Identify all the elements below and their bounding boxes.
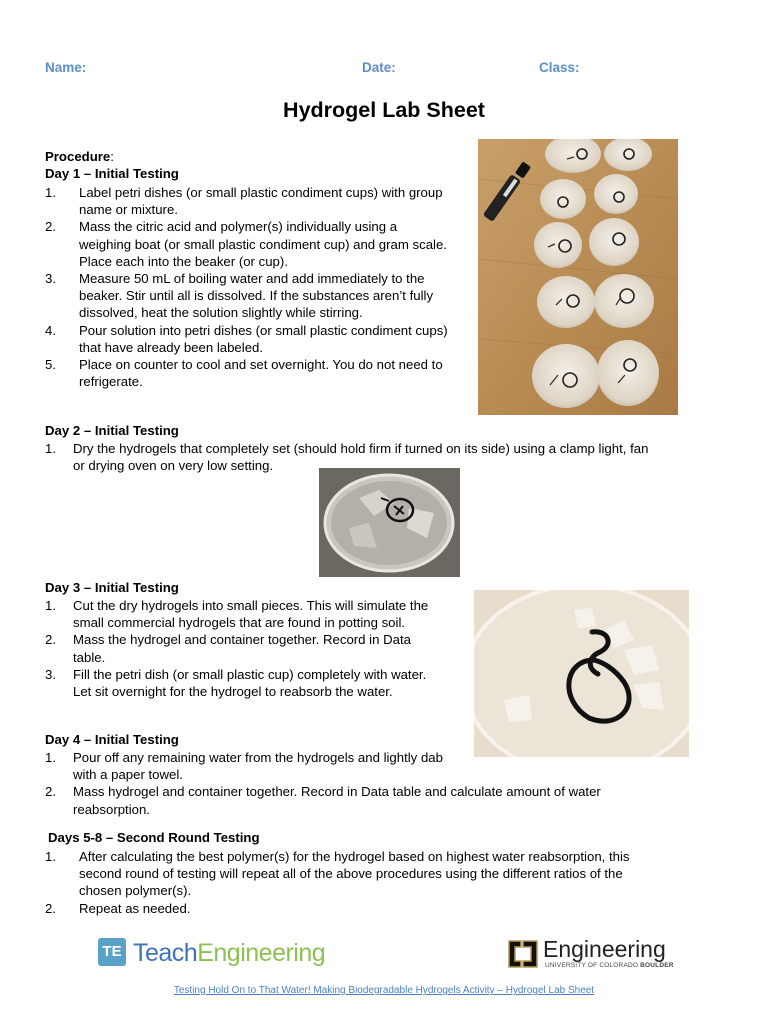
dried-hydrogel-photo: [319, 468, 460, 577]
list-item-line: dissolved, heat the solution slightly while stirring.: [79, 305, 363, 321]
list-item-line: reabsorption.: [73, 801, 150, 817]
list-item-line: table.: [73, 649, 106, 665]
list-item-line: that have already been labeled.: [79, 339, 264, 355]
list-item-line: or drying oven on very low setting.: [73, 458, 274, 474]
list-item-number: 2.: [45, 219, 56, 235]
petri-dishes-photo: [478, 139, 678, 415]
list-item-number: 1.: [45, 185, 56, 200]
list-item-line: with a paper towel.: [73, 767, 183, 783]
list-item: [45, 356, 470, 390]
list-item: [45, 184, 470, 218]
list-item: [45, 631, 465, 665]
list-item-line: second round of testing will repeat all of the above procedures using the different ratios of the: [79, 866, 623, 882]
list-item-line: Pour off any remaining water from the hydrogels and lightly dab: [73, 750, 443, 765]
list-item: [45, 783, 645, 817]
list-item-number: 1.: [45, 598, 56, 613]
days58-steps: [45, 848, 685, 917]
list-item-line: Mass the hydrogel and container together. Record in Data: [73, 632, 411, 648]
list-item-number: 2.: [45, 900, 56, 916]
day3-steps: [45, 597, 465, 700]
list-item: [45, 666, 465, 700]
list-item-line: Dry the hydrogels that completely set (should hold firm if turned on its side) using a clamp light, fan: [73, 441, 649, 456]
teachengineering-logo: [98, 936, 338, 974]
list-item-line: refrigerate.: [79, 374, 143, 390]
day2-heading: Day 2 – Initial Testing: [45, 423, 179, 438]
list-item-number: 1.: [45, 441, 56, 456]
class-label: Class:: [539, 60, 580, 75]
teach-word: Teach: [133, 939, 198, 967]
list-item-line: Let sit overnight for the hydrogel to reabsorb the water.: [73, 684, 393, 700]
name-label: Name:: [45, 60, 87, 75]
cu-engineering-word: Engineering: [543, 936, 666, 962]
hydrogel-pieces-photo: [474, 590, 689, 757]
list-item-line: Repeat as needed.: [79, 900, 191, 916]
procedure-word: Procedure: [45, 149, 111, 164]
list-item-line: Place on counter to cool and set overnight. You do not need to: [79, 357, 443, 373]
list-item-line: name or mixture.: [79, 202, 178, 218]
day3-heading: Day 3 – Initial Testing: [45, 580, 179, 595]
list-item: [45, 597, 465, 631]
day4-steps: [45, 749, 645, 818]
teachengineering-icon: TE: [98, 938, 126, 966]
list-item: [45, 749, 645, 783]
cu-subtitle-boulder: BOULDER: [640, 962, 674, 969]
list-item-line: Label petri dishes (or small plastic condiment cups) with group: [79, 185, 443, 200]
cu-engineering-logo: [507, 934, 677, 976]
days58-heading: Days 5-8 – Second Round Testing: [48, 830, 260, 845]
footer-link[interactable]: Testing Hold On to That Water! Making Biodegradable Hydrogels Activity – Hydrogel Lab Sheet: [173, 985, 595, 996]
day1-heading: Day 1 – Initial Testing: [45, 166, 179, 181]
procedure-label: [45, 148, 114, 165]
list-item-line: Measure 50 mL of boiling water and add immediately to the: [79, 271, 425, 287]
day4-heading: Day 4 – Initial Testing: [45, 732, 179, 747]
cu-subtitle-text: UNIVERSITY OF COLORADO: [545, 962, 641, 969]
list-item: [45, 322, 470, 356]
list-item-line: small commercial hydrogels that are found in potting soil.: [73, 615, 406, 631]
list-item: [45, 848, 685, 900]
list-item-line: Cut the dry hydrogels into small pieces. This will simulate the: [73, 598, 429, 613]
engineering-word: Engineering: [197, 939, 326, 967]
list-item-line: Fill the petri dish (or small plastic cup) completely with water.: [73, 666, 427, 682]
date-label: Date:: [362, 60, 396, 75]
list-item-number: 2.: [45, 632, 56, 648]
cu-icon: [507, 937, 539, 971]
list-item-line: beaker. Stir until all is dissolved. If the substances aren’t fully: [79, 288, 434, 304]
list-item-line: weighing boat (or small plastic condiment cup) and gram scale.: [79, 236, 447, 252]
list-item-number: 2.: [45, 784, 56, 800]
list-item-line: Place each into the beaker (or cup).: [79, 253, 288, 269]
list-item-number: 3.: [45, 271, 56, 287]
list-item-line: Mass the citric acid and polymer(s) individually using a: [79, 219, 398, 235]
list-item-number: 5.: [45, 357, 56, 373]
list-item-number: 1.: [45, 849, 56, 864]
list-item-number: 1.: [45, 750, 56, 765]
list-item-number: 4.: [45, 322, 56, 338]
list-item-number: 3.: [45, 666, 56, 682]
cu-subtitle: [545, 962, 674, 969]
list-item-line: chosen polymer(s).: [79, 883, 192, 899]
page-title: Hydrogel Lab Sheet: [283, 98, 485, 122]
list-item: [45, 218, 470, 270]
procedure-colon: :: [110, 149, 114, 164]
list-item-line: After calculating the best polymer(s) for the hydrogel based on highest water reabsorption, this: [79, 849, 630, 864]
list-item: [45, 270, 470, 322]
list-item-line: Pour solution into petri dishes (or small plastic condiment cups): [79, 322, 448, 338]
teachengineering-wordmark: [133, 936, 325, 970]
list-item: [45, 900, 685, 917]
list-item-line: Mass hydrogel and container together. Record in Data table and calculate amount of water: [73, 784, 601, 800]
day1-steps: [45, 184, 470, 390]
